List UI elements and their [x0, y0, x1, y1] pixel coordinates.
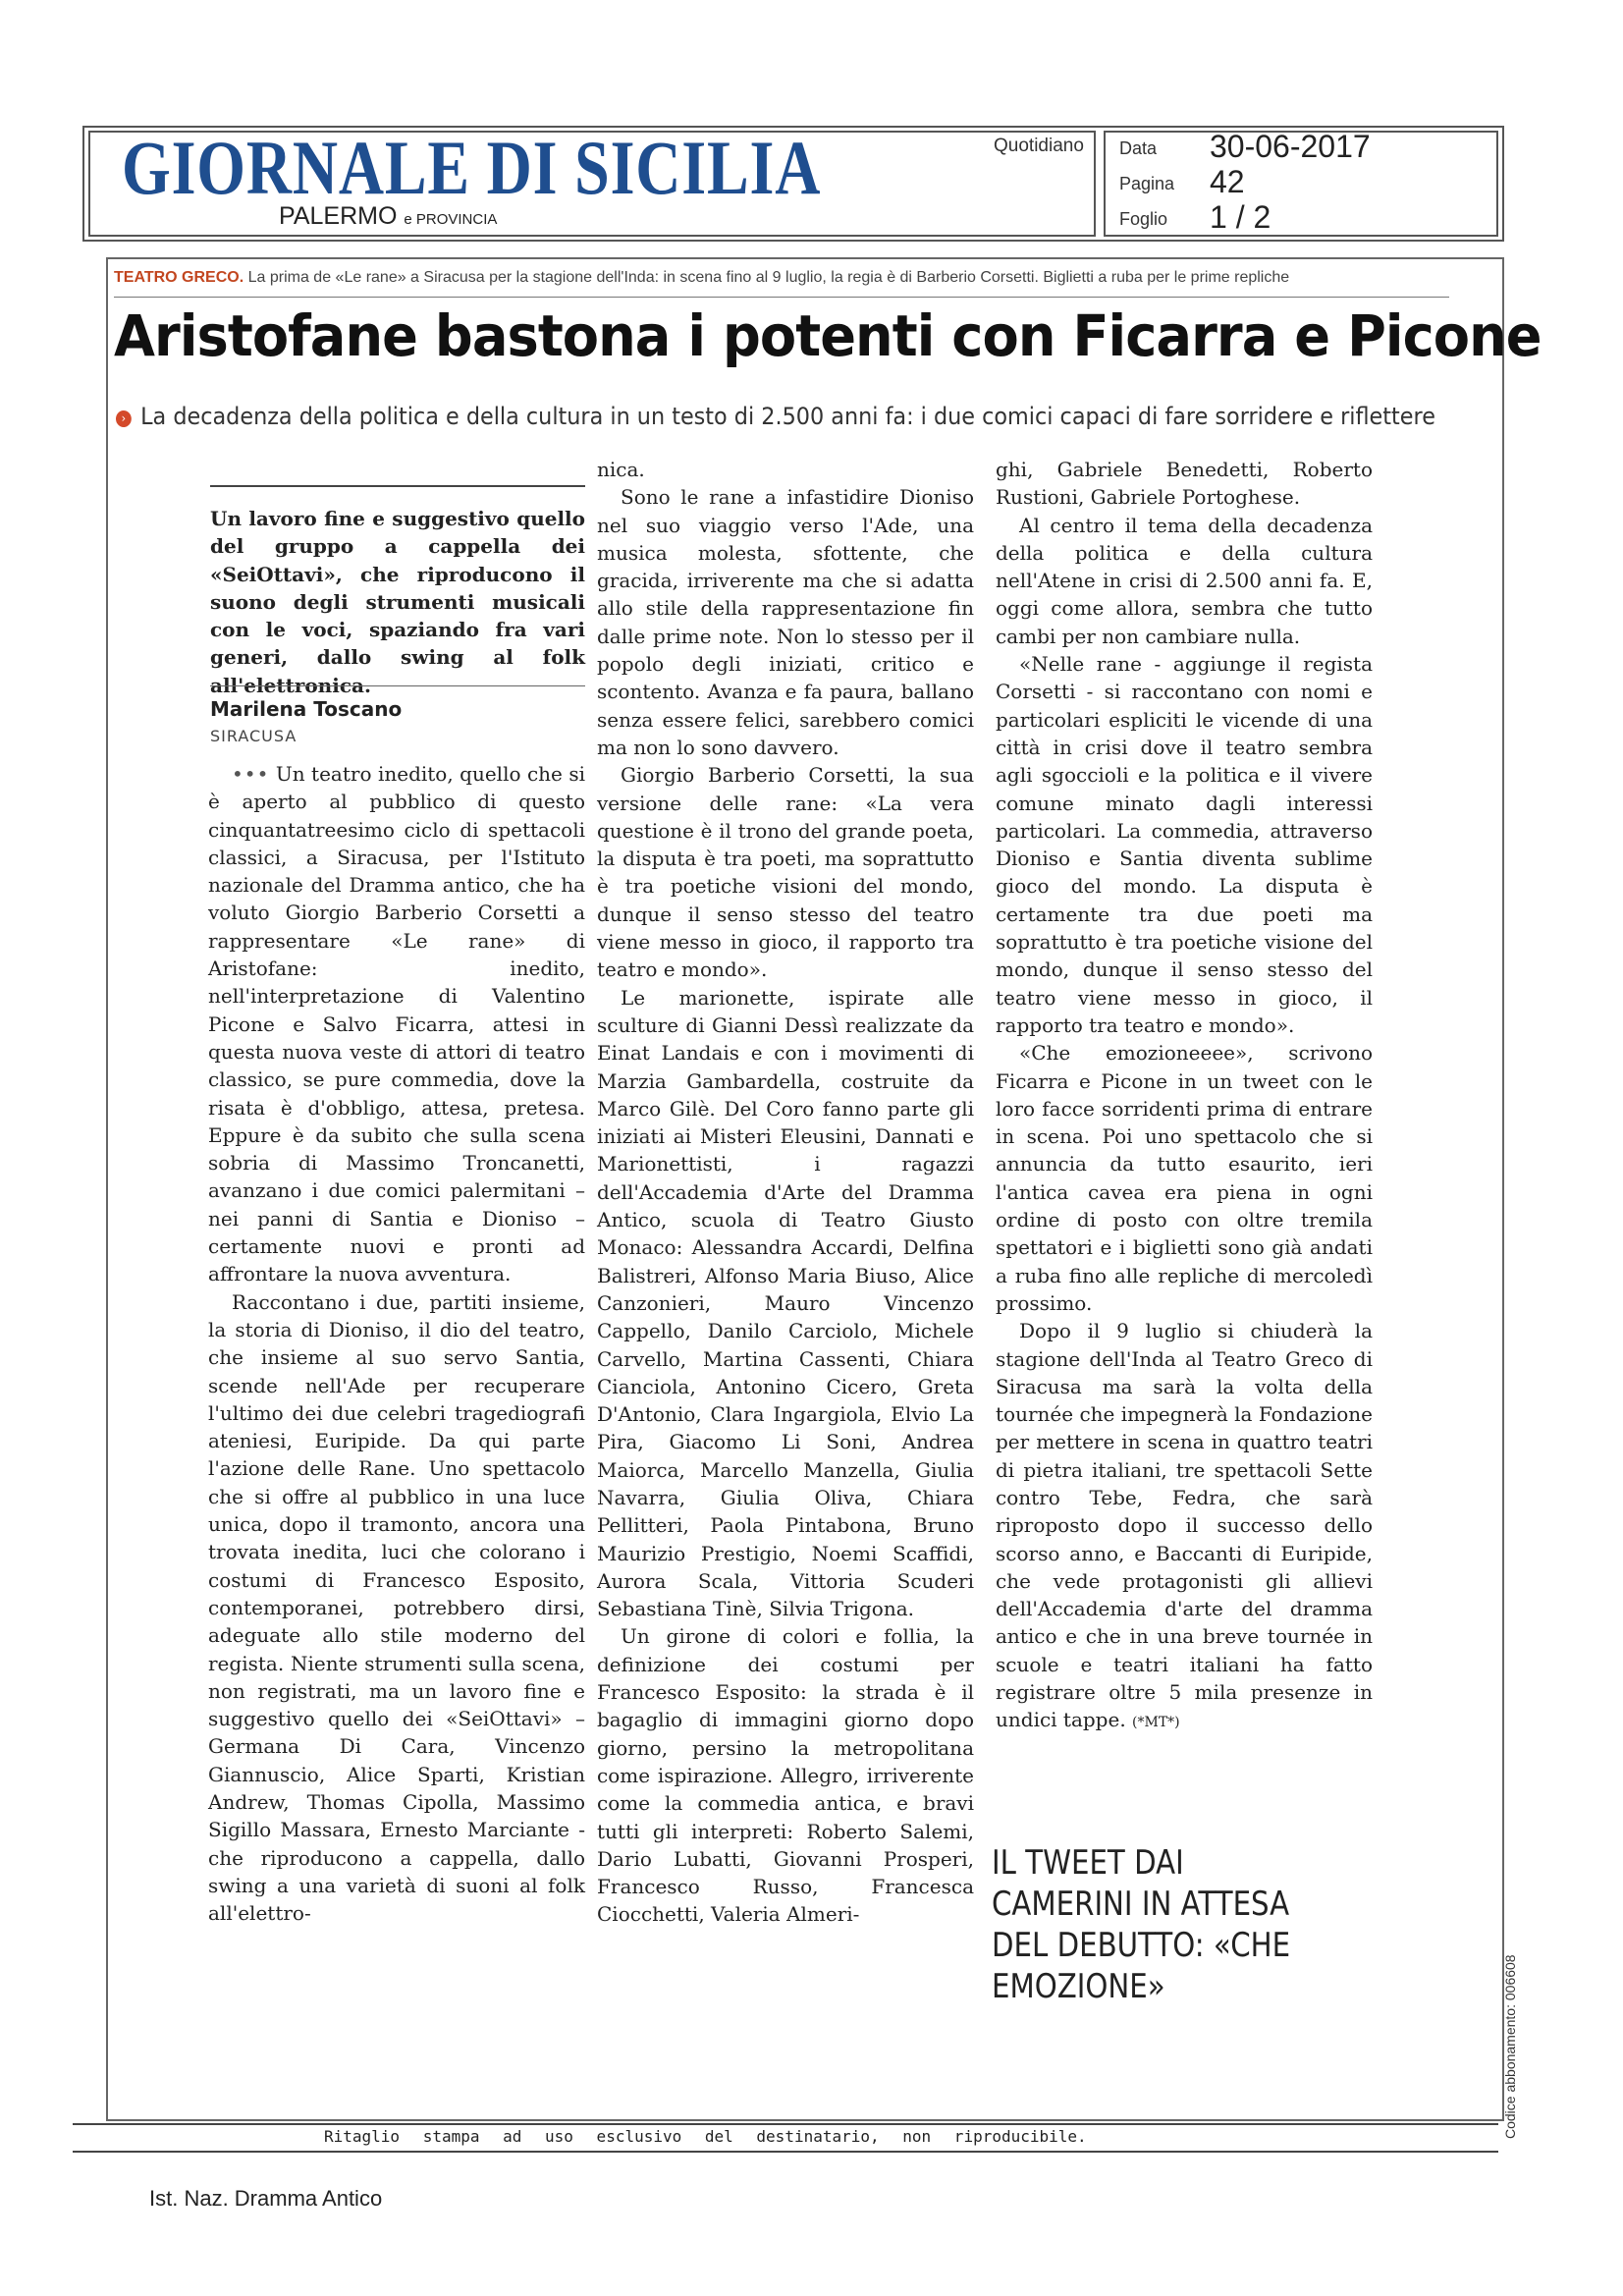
edition-suffix: e PROVINCIA: [404, 211, 498, 228]
paragraph: [208, 760, 585, 1288]
paragraph: ghi, Gabriele Benedetti, Roberto Rustioni, Gabriele Portoghese.: [996, 458, 1373, 510]
paragraph: Le marionette, ispirate alle sculture di Gianni Dessì realizzate da Einat Landais e con i movimenti di Marzia Gambardella, costruite da Marco Gilè. Del Coro fanno parte gli iniziati ai Misteri Eleusini, Dannati e Marionettisti, i ragazzi dell'Accademia d'Arte del Dramma Antico, scuola di Teatro Giusto Monaco: Alessandra Accardi, Delfina Balistreri, Alfonso Maria Biuso, Alice Canzonieri, Mauro Vincenzo Cappello, Danilo Carciolo, Michele Carvello, Martina Cassenti, Chiara Cianciola, Antonino Cicero, Greta D'Antonio, Clara Ingargiola, Elvio La Pira, Giacomo Li Soni, Andrea Maiorca, Marcello Manzella, Giulia Navarra, Giulia Oliva, Chiara Pellitteri, Paola Pintabona, Bruno Maurizio Prestigio, Noemi Scaffidi, Aurora Scala, Vittoria Scuderi Sebastiana Tinè, Silvia Trigona.: [597, 985, 974, 1621]
author: Marilena Toscano: [210, 697, 403, 721]
dateline: SIRACUSA: [210, 727, 298, 745]
standfirst: [116, 403, 1435, 430]
standfirst-text: La decadenza della politica e della cultura in un testo di 2.500 anni fa: i due comici capaci di fare sorridere e riflettere: [140, 403, 1435, 430]
paragraph: Raccontano i due, partiti insieme, la storia di Dioniso, il dio del teatro, che insieme al suo servo Santia, scende nell'Ade per recuperare l'ultimo dei due celebri tragediografi ateniesi, Euripide. Da qui parte l'azione delle Rane. Uno spettacolo che si offre al pubblico in una luce unica, dopo il tramonto, ancora una trovata inedita, luci che colorano i costumi di Francesco Esposito, contemporanei, potrebbero dirsi, adeguate allo stile moderno del regista. Niente strumenti sulla scena, non registrati, ma un lavoro fine e suggestivo quello dei «SeiOttavi» – Germana Di Cara, Vincenzo Giannuscio, Alice Sparti, Kristian Andrew, Thomas Cipolla, Massimo Sigillo Massara, Ernesto Marciante - che riproducono a cappella, dallo swing a una varietà di suoni al folk all'elettro-: [208, 1289, 585, 1926]
footer-notice: Ritaglio stampa ad uso esclusivo del destinatario, non riproducibile.: [324, 2127, 1087, 2146]
paragraph: «Nelle rane - aggiunge il regista Corsetti - si raccontano con nomi e particolari espliciti le vicende di una città in crisi dove il teatro sembra agli sgoccioli e la politica e il vivere comune minato dagli interessi particolari. La commedia, attraverso Dioniso e Santia diventa sublime gioco del mondo. La disputa è certamente tra due poeti ma soprattutto è tra poetiche visione del mondo, dunque il senso stesso del teatro viene messo in gioco, il rapporto tra teatro e mondo».: [996, 652, 1373, 1037]
edition-name: PALERMO: [279, 202, 398, 230]
column-2: [597, 456, 974, 1929]
column-3: [996, 456, 1373, 1737]
kicker-text: La prima de «Le rane» a Siracusa per la stagione dell'Inda: in scena fino al 9 luglio, la regia è di Barberio Corsetti. Biglietti a ruba per le prime repliche: [247, 269, 1290, 286]
kicker-rule: [114, 297, 1449, 298]
signature: (*MT*): [1132, 1715, 1180, 1731]
paragraph-text: Un teatro inedito, quello che si è aperto al pubblico di questo cinquantatreesimo ciclo di spettacoli classici, a Siracusa, per l'Istituto nazionale del Dramma antico, che ha voluto Giorgio Barberio Corsetti a rappresentare «Le rane» di Aristofane: inedito, nell'interpretazione di Valentino Picone e Salvo Ficarra, attesi in questa nuova veste di attori di teatro classico, se pure commedia, dove la risata è d'obbligo, attesa, pretesa. Eppure è da subito che sulla scena sobria di Massimo Troncanetti, avanzano i due comici palermitani – nei panni di Santia e Dioniso – certamente nuovi e pronti ad affrontare la nuova avventura.: [208, 762, 586, 1286]
intro-rule: [210, 485, 585, 487]
paragraph: nica.: [597, 458, 645, 481]
headline: Aristofane bastona i potenti con Ficarra e Picone: [114, 302, 1542, 369]
source-label: Ist. Naz. Dramma Antico: [149, 2186, 383, 2211]
kicker: [114, 269, 1449, 287]
kicker-section: TEATRO GRECO.: [114, 269, 244, 286]
column-1: [208, 760, 585, 1927]
paragraph: «Che emozioneeee», scrivono Ficarra e Picone in un tweet con le loro facce sorridenti prima di entrare in scena. Poi uno spettacolo che si annuncia da tutto esaurito, ieri l'antica cavea era piena in ogni ordine di posto con oltre tremila spettatori e i biglietti sono già andati a ruba fino alle repliche di mercoledì prossimo.: [996, 1041, 1373, 1315]
paragraph-text: Dopo il 9 luglio si chiuderà la stagione dell'Inda al Teatro Greco di Siracusa ma sarà la volta della tournée che impegnerà la Fondazione per mettere in scena in quattro teatri di pietra italiani, tre spettacoli Sette contro Tebe, Fedra, che sarà riproposto dopo il successo dello scorso anno, e Baccanti di Euripide, che vede protagonisti gli allievi dell'Accademia d'arte del dramma antico e che in una breve tournée in scuole e teatri italiani ha fatto registrare oltre 5 mila presenze in undici tappe.: [996, 1319, 1373, 1732]
paragraph: Al centro il tema della decadenza della politica e della cultura nell'Atene in crisi di 2.500 anni fa. E, oggi come allora, sembra che tutto cambi per non cambiare nulla.: [996, 513, 1373, 648]
author-rule: [210, 685, 585, 686]
publication-type: Quotidiano: [994, 136, 1084, 156]
pull-quote: IL TWEET DAI CAMERINI IN ATTESA DEL DEBUTTO: «CHE EMOZIONE»: [992, 1843, 1291, 2006]
foglio-value: 1 / 2: [1210, 199, 1271, 235]
intro-paragraph: Un lavoro fine e suggestivo quello del gruppo a cappella dei «SeiOttavi», che riproducono il suono degli strumenti musicali con le voci, spaziando fra vari generi, dallo swing al folk all'elettronica.: [210, 507, 585, 697]
subscription-code: Codice abbonamento: 006608: [1502, 1954, 1518, 2139]
pagina-label: Pagina: [1119, 174, 1175, 193]
paragraph: Un girone di colori e follia, la definizione dei costumi per Francesco Esposito: la strada è il bagaglio di immagini giorno dopo giorno, persino la metropolitana come ispirazione. Allegro, irriverente come la commedia antica, e bravi tutti gli interpreti: Roberto Salemi, Dario Lubatti, Giovanni Prosperi, Francesco Russo, Francesca Ciocchetti, Valeria Almeri-: [597, 1624, 974, 1927]
chevron-right-icon: ›: [116, 410, 132, 427]
foglio-label: Foglio: [1119, 209, 1168, 229]
paragraph-dots: •••: [232, 762, 270, 786]
pagina-value: 42: [1210, 164, 1245, 199]
data-value: 30-06-2017: [1210, 129, 1371, 164]
data-label: Data: [1119, 138, 1158, 158]
paragraph: [996, 1317, 1373, 1736]
footer-rule-top: [73, 2123, 1498, 2125]
footer-rule-bottom: [73, 2151, 1498, 2153]
paragraph: Giorgio Barberio Corsetti, la sua versione delle rane: «La vera questione è il trono del grande poeta, la disputa è tra poeti, ma soprattutto è tra poetiche visioni del mondo, dunque il senso stesso del teatro viene messo in gioco, il rapporto tra teatro e mondo».: [597, 763, 974, 982]
paragraph: Sono le rane a infastidire Dioniso nel suo viaggio verso l'Ade, una musica molesta, sfottente, che gracida, irriverente ma che si adatta allo stile della rappresentazione fin dalle prime note. Non lo stesso per il popolo degli iniziati, critico e scontento. Avanza e fa paura, ballano senza essere felici, sarebbero comici ma non lo sono davvero.: [597, 485, 974, 759]
edition: [279, 202, 497, 231]
masthead: GIORNALE DI SICILIA: [122, 125, 822, 210]
